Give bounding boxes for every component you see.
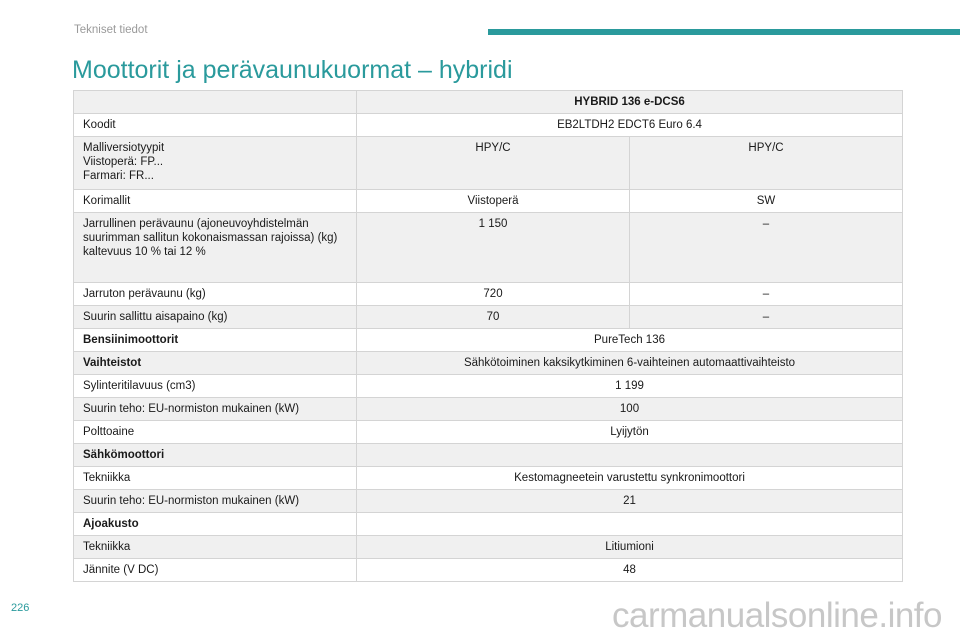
row-value: 100 bbox=[357, 398, 903, 421]
row-label: Koodit bbox=[74, 114, 357, 137]
row-label: Ajoakusto bbox=[74, 513, 357, 536]
row-value-2: HPY/C bbox=[630, 137, 903, 190]
row-label: Polttoaine bbox=[74, 421, 357, 444]
table-row bbox=[74, 283, 903, 306]
table-row bbox=[74, 467, 903, 490]
spec-table bbox=[73, 90, 903, 582]
row-label: Jarrullinen perävaunu (ajoneuvoyhdistelmän suurimman sallitun kokonaismassan rajoissa) (kg) kaltevuus 10 % tai 12 % bbox=[74, 213, 357, 283]
row-label: Korimallit bbox=[74, 190, 357, 213]
page-title: Moottorit ja perävaunukuormat – hybridi bbox=[72, 56, 513, 84]
row-value: Sähkötoiminen kaksikytkiminen 6-vaihteinen automaattivaihteisto bbox=[357, 352, 903, 375]
row-label: Tekniikka bbox=[74, 536, 357, 559]
watermark: carmanualsonline.info bbox=[612, 596, 942, 635]
row-label: Suurin teho: EU-normiston mukainen (kW) bbox=[74, 490, 357, 513]
table-row bbox=[74, 536, 903, 559]
table-row bbox=[74, 137, 903, 190]
table-row bbox=[74, 114, 903, 137]
row-value: 48 bbox=[357, 559, 903, 582]
table-header-row bbox=[74, 91, 903, 114]
row-value: Litiumioni bbox=[357, 536, 903, 559]
section-label: Tekniset tiedot bbox=[74, 24, 148, 36]
row-value-1: 720 bbox=[357, 283, 630, 306]
row-value-2: – bbox=[630, 306, 903, 329]
row-value-2: SW bbox=[630, 190, 903, 213]
table-row bbox=[74, 513, 903, 536]
table-row bbox=[74, 213, 903, 283]
table-row bbox=[74, 329, 903, 352]
page-number: 226 bbox=[11, 602, 30, 614]
row-value-2: – bbox=[630, 213, 903, 283]
row-label: Suurin sallittu aisapaino (kg) bbox=[74, 306, 357, 329]
row-label: Jännite (V DC) bbox=[74, 559, 357, 582]
row-label: Malliversiotyypit Viistoperä: FP... Farmari: FR... bbox=[74, 137, 357, 190]
row-value: EB2LTDH2 EDCT6 Euro 6.4 bbox=[357, 114, 903, 137]
row-label: Bensiinimoottorit bbox=[74, 329, 357, 352]
table-row bbox=[74, 306, 903, 329]
row-label: Suurin teho: EU-normiston mukainen (kW) bbox=[74, 398, 357, 421]
row-value-1: 70 bbox=[357, 306, 630, 329]
row-value bbox=[357, 513, 903, 536]
row-value: Lyijytön bbox=[357, 421, 903, 444]
header-accent-bar bbox=[488, 29, 960, 35]
row-label: Jarruton perävaunu (kg) bbox=[74, 283, 357, 306]
table-header-empty bbox=[74, 91, 357, 114]
table-row bbox=[74, 352, 903, 375]
row-value-1: 1 150 bbox=[357, 213, 630, 283]
row-value: 1 199 bbox=[357, 375, 903, 398]
table-row bbox=[74, 444, 903, 467]
table-row bbox=[74, 375, 903, 398]
row-value bbox=[357, 444, 903, 467]
table-row bbox=[74, 559, 903, 582]
row-label: Sähkömoottori bbox=[74, 444, 357, 467]
model-header: HYBRID 136 e-DCS6 bbox=[357, 91, 903, 114]
row-value: 21 bbox=[357, 490, 903, 513]
row-value: Kestomagneetein varustettu synkronimoottori bbox=[357, 467, 903, 490]
table-row bbox=[74, 490, 903, 513]
table-row bbox=[74, 421, 903, 444]
row-label: Sylinteritilavuus (cm3) bbox=[74, 375, 357, 398]
table-row bbox=[74, 190, 903, 213]
row-value-2: – bbox=[630, 283, 903, 306]
row-label: Vaihteistot bbox=[74, 352, 357, 375]
row-label: Tekniikka bbox=[74, 467, 357, 490]
row-value: PureTech 136 bbox=[357, 329, 903, 352]
row-value-1: Viistoperä bbox=[357, 190, 630, 213]
table-row bbox=[74, 398, 903, 421]
row-value-1: HPY/C bbox=[357, 137, 630, 190]
